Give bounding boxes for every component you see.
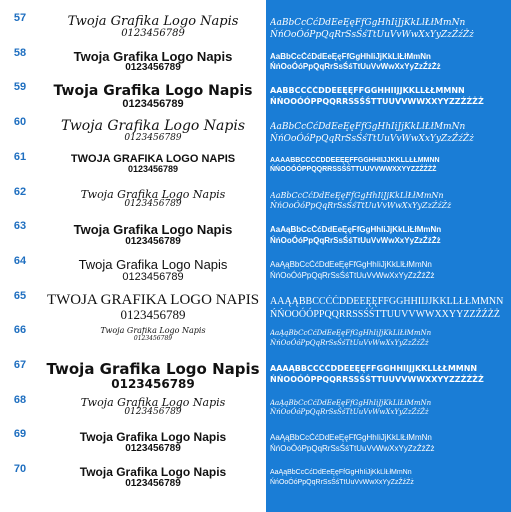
sample-digits: 0123456789: [124, 132, 182, 143]
font-sample: [40, 119, 266, 143]
font-sample: [40, 189, 266, 210]
sample-title: Twoja Grafika Logo Napis: [46, 362, 260, 378]
charset-line-upper: AaĄąBbCcĆćDdEeĘęFfGgHhIiJjKkLlŁłMmNn: [270, 398, 432, 407]
sample-title: Twoja Grafika Logo Napis: [80, 396, 226, 409]
character-set: [270, 191, 508, 213]
row-number: 57: [13, 12, 27, 24]
sample-title: Twoja Grafika Logo Napis: [100, 327, 206, 336]
charset-line-lower: ŃńOoÓóPpQqRrSsŚśTtUuVvWwXxYyZzŹźŻż: [270, 30, 474, 41]
sample-title: Twoja Grafika Logo Napis: [79, 466, 227, 480]
charset-line-upper: AAAĄBBCCĆĆDDEEĘĘFFGGHHIIJJKKLLŁŁMMNN: [270, 364, 478, 373]
sample-title: Twoja Grafika Logo Napis: [67, 15, 239, 29]
charset-line-upper: AaĄąBbCcĆćDdEeĘęFfGgHhIiJjKkLlŁłMmNn: [270, 259, 432, 269]
font-sample: [40, 431, 266, 454]
font-sample: [40, 258, 266, 283]
row-number: 63: [13, 220, 27, 233]
charset-line-upper: AaBbCcĆćDdEeĘęFfGgHhIiJjKkLlŁłMmNn: [270, 190, 444, 200]
sample-digits: 0123456789: [121, 27, 185, 39]
sample-digits: 0123456789: [125, 442, 181, 454]
row-number: 68: [13, 393, 27, 406]
sample-digits: 0123456789: [124, 407, 182, 418]
row-number: 67: [13, 359, 27, 371]
row-number: 64: [13, 254, 27, 267]
character-set: [270, 260, 508, 282]
sample-digits: 0123456789: [120, 307, 186, 322]
character-set: [270, 433, 508, 455]
charset-line-lower: ŃŃOOÓÓPPQQRRSSŚŚTTUUVVWWXXYYZZŹŹŻŻ: [270, 166, 437, 174]
font-sample: [40, 15, 266, 39]
row-number: 62: [13, 185, 27, 198]
character-set: [270, 52, 508, 74]
character-set: [270, 329, 508, 348]
row-number: 58: [13, 46, 27, 59]
charset-line-upper: AaAąBbCcĆćDdEeĘęFfGgHhIiJjKkLlŁłMmNn: [270, 225, 442, 235]
character-set: [270, 17, 508, 41]
charset-line-lower: ŃńOoÓóPpQqRrSsŚśTtUuVvWwXxYyZzŹźŻż: [270, 134, 474, 145]
font-sample: [40, 466, 266, 489]
charset-line-lower: ŃńOoÓóPpQqRrSsŚśTtUuVvWwXxYyZzŹźŻż: [270, 444, 435, 454]
row-number: 65: [13, 289, 27, 302]
charset-line-upper: AaBbCcĆćDdEeĘęFfGgHhIiJjKkLlŁłMmNn: [270, 51, 431, 61]
font-sample: [40, 362, 266, 390]
character-set: [270, 86, 508, 108]
sample-title: Twoja Grafika Logo Napis: [53, 84, 253, 100]
charset-line-lower: ŃńOoÓóPpQqRrSsŚśTtUuVvWwXxYyZzŹźŻż: [270, 62, 441, 72]
sample-title: Twoja Grafika Logo Napis: [73, 49, 233, 64]
charset-line-lower: ŃńOoÓóPpQqRrSsŚśTtUuVvWwXxYyZzŹźŻż: [270, 338, 429, 347]
charset-line-upper: AAĄĄBBCCĆĆDDEEĘĘFFGGHHIIJJKKLLŁŁMMNN: [270, 295, 504, 307]
row-number: 60: [13, 116, 27, 129]
row-number: 59: [13, 81, 27, 94]
charset-line-lower: ŃńOoÓóPpQqRrSsŚśTtUuVvWwXxYyZzŹźŻż: [270, 270, 435, 280]
font-sample: [40, 293, 266, 322]
row-number: 61: [13, 150, 27, 163]
charset-line-lower: ŃŃOOÓÓPPQQRRSSŚŚTTUUVVWWXXYYZZŹŹŻŻ: [270, 309, 500, 321]
charset-line-upper: AABBCCĆĆDDEEĘĘFFGGHHIIJJKKLLŁŁMMNN: [270, 86, 465, 96]
sample-title: Twoja Grafika Logo Napis: [78, 257, 228, 272]
character-set: [270, 225, 508, 247]
character-set: [270, 295, 508, 322]
charset-line-lower: ŃńOoÓóPpQqRrSsŚśTtUuVvWwXxYyZzŹźŻż: [270, 235, 441, 245]
font-sample: [40, 397, 266, 418]
sample-title: Twoja Grafika Logo Napis: [80, 188, 226, 201]
sample-digits: 0123456789: [125, 62, 181, 74]
character-set: [270, 156, 508, 175]
sample-title: TWOJA GRAFIKA LOGO NAPIS: [70, 153, 236, 165]
charset-line-upper: AaĄąBbCcĆćDdEeĘęFfGgHhIiJjKkLlŁłMmNn: [270, 433, 432, 443]
sample-digits: 0123456789: [124, 199, 182, 210]
charset-line-upper: AaBbCcĆćDdEeĘęFfGgHhIiJjKkLlŁłMmNn: [270, 18, 466, 28]
charset-line-lower: ŃŃOOÓÓPPQQRRSSŚŚTTUUVVWWXXYYZZŹŹŻŻ: [270, 97, 484, 107]
character-set-column: [266, 0, 511, 512]
sample-digits: 0123456789: [133, 334, 173, 342]
row-number-column: [0, 0, 40, 512]
font-sample: [40, 84, 266, 110]
font-sample: [40, 327, 266, 342]
sample-digits: 0123456789: [122, 270, 184, 283]
charset-line-lower: ŃńOoÓóPpQqRrSsŚśTtUuVvWwXxYyZzŹźŻż: [270, 478, 414, 486]
font-sample: [40, 50, 266, 74]
character-set: [270, 121, 508, 145]
character-set: [270, 364, 508, 386]
sample-digits: 0123456789: [122, 98, 184, 111]
sample-title: Twoja Grafika Logo Napis: [79, 431, 227, 445]
row-number: 66: [13, 324, 27, 337]
character-set: [270, 399, 508, 418]
sample-digits: 0123456789: [111, 376, 195, 391]
font-sample: [40, 154, 266, 175]
charset-line-upper: AaBbCcĆćDdEeĘęFfGgHhIiJjKkLlŁłMmNn: [270, 122, 466, 133]
sample-digits: 0123456789: [127, 164, 179, 175]
charset-line-lower: ŃńOoÓóPpQqRrSsŚśTtUuVvWwXxYyZzŹźŻż: [270, 408, 429, 417]
charset-line-lower: ŃńOoÓóPpQqRrSsŚśTtUuVvWwXxYyZzŹźŻż: [270, 201, 452, 211]
charset-line-lower: ŃŃOOÓÓPPQQRRSSŚŚTTUUVVWWXXYYZZŹŹŻŻ: [270, 374, 484, 384]
font-sample-column: [40, 0, 266, 512]
row-number: 69: [13, 428, 27, 441]
sample-title: TWOJA GRAFIKA LOGO NAPIS: [46, 292, 260, 308]
sample-digits: 0123456789: [125, 477, 181, 489]
sample-title: Twoja Grafika Logo Napis: [60, 119, 246, 135]
row-number: 70: [13, 463, 27, 476]
charset-line-upper: AAAABBCCĆĆDDEEĘĘFFGGHHIIJJKKLLŁŁMMNN: [270, 156, 440, 164]
character-set: [270, 468, 508, 487]
sample-title: Twoja Grafika Logo Napis: [73, 223, 233, 238]
sample-digits: 0123456789: [125, 235, 181, 247]
charset-line-upper: AaĄąBbCcĆćDdEeĘęFfGgHhIiJjKkLlŁłMmNn: [270, 329, 432, 338]
charset-line-upper: AaĄąBbCcĆćDdEeĘęFfGgHhIiJjKkLlŁłMmNn: [270, 469, 412, 477]
font-sample: [40, 223, 266, 247]
